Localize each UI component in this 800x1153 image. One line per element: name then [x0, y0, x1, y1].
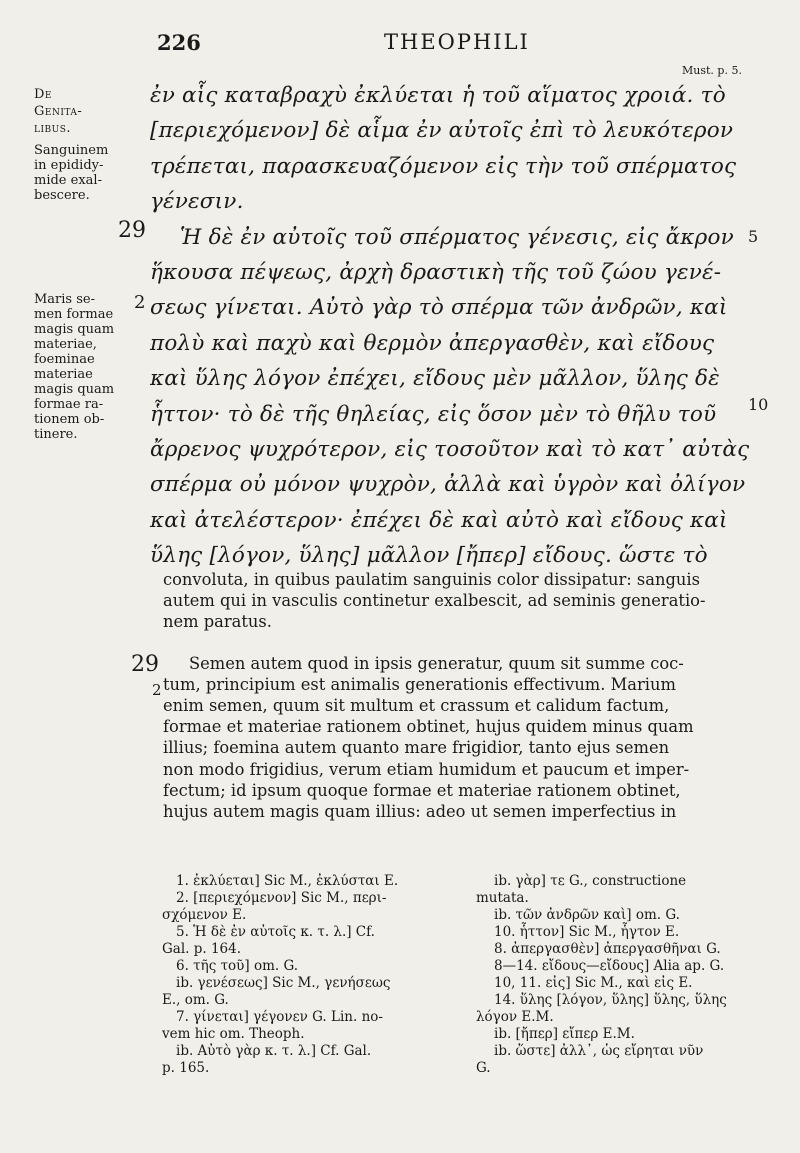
latin-section-number: 29: [131, 652, 159, 677]
footnote-line: ib. τῶν ἀνδρῶν καὶ] om. G.: [494, 907, 680, 923]
latin-line: illius; foemina autem quanto mare frigidior, tanto ejus semen: [163, 738, 670, 758]
greek-line: ἄρρενος ψυχρότερον, εἰς τοσοῦτον καὶ τὸ κατ᾽ αὐτὰς: [150, 436, 750, 462]
latin-line: nem paratus.: [163, 612, 272, 632]
greek-line-number-5: 5: [748, 227, 759, 246]
footnote-line: σχόμενον E.: [162, 907, 247, 923]
greek-section-number: 29: [118, 218, 146, 243]
footnote-line: 14. ὕλης [λόγον, ὕλης] ὕλης, ὕλης: [494, 992, 727, 1008]
latin-line: hujus autem magis quam illius: adeo ut semen imperfectius in: [163, 801, 677, 821]
greek-subsection-number: 2: [134, 292, 146, 313]
footnote-line: G.: [476, 1060, 491, 1076]
latin-line: formae et materiae rationem obtinet, hujus quidem minus quam: [163, 717, 694, 737]
sidenote-maris-semen: Maris se- men formae magis quam materiae, foeminae materiae magis quam formae ra- tionem ob- tinere.: [34, 292, 115, 442]
footnote-line: vem hic om. Theoph.: [162, 1026, 305, 1042]
greek-line: [περιεχόμενον] δὲ αἷμα ἐν αὐτοῖς ἐπὶ τὸ λευκότερον: [150, 118, 734, 144]
footnote-line: ib. ὥστε] ἀλλ᾽, ὡς εἴρηται νῦν: [494, 1043, 704, 1059]
footnote-line: ib. [ἤπερ] εἴπερ E.M.: [494, 1026, 635, 1042]
latin-line: Semen autem quod in ipsis generatur, quum sit summe coc-: [189, 653, 684, 673]
footnote-line: Gal. p. 164.: [162, 941, 242, 957]
latin-line: convoluta, in quibus paulatim sanguinis color dissipatur: sanguis: [163, 570, 700, 589]
footnote-line: 10. ἧττον] Sic M., ἧγτον E.: [494, 924, 680, 940]
footnote-line: 6. τῆς τοῦ] om. G.: [176, 958, 299, 974]
footnote-line: mutata.: [476, 890, 529, 906]
latin-line: non modo frigidius, verum etiam humidum et paucum et imper-: [163, 759, 690, 779]
latin-line: enim semen, quum sit multum et crassum et calidum factum,: [163, 695, 670, 715]
latin-line: fectum; id ipsum quoque formae et materiae rationem obtinet,: [163, 780, 681, 800]
greek-line: ἥκουσα πέψεως, ἀρχὴ δραστικὴ τῆς τοῦ ζώου γενέ-: [150, 259, 722, 285]
greek-line: ὕλης [λόγον, ὕλης] μᾶλλον [ἤπερ] εἴδους. ὥστε τὸ: [150, 543, 708, 569]
footnote-line: 2. [περιεχόμενον] Sic M., περι-: [176, 890, 387, 906]
sidenote-title: De Genita- libus.: [34, 87, 83, 136]
footnote-line: E., om. G.: [162, 992, 229, 1008]
latin-line: tum, principium est animalis generationis effectivum. Marium: [163, 674, 676, 694]
greek-line-number-10: 10: [748, 395, 769, 414]
footnote-line: p. 165.: [162, 1060, 210, 1076]
latin-translation: [163, 569, 763, 822]
footnote-line: 8—14. εἴδους—εἴδους] Alia ap. G.: [494, 958, 725, 974]
footnote-line: ib. γὰρ] τε G., constructione: [494, 873, 687, 889]
greek-line: Ἡ δὲ ἐν αὐτοῖς τοῦ σπέρματος γένεσις, εἰς ἄκρον: [180, 224, 734, 250]
greek-line: τρέπεται, παρασκευαζόμενον εἰς τὴν τοῦ σπέρματος: [150, 153, 737, 179]
footnote-line: 5. Ἡ δὲ ἐν αὐτοῖς κ. τ. λ.] Cf.: [176, 924, 375, 940]
latin-subsection-number: 2: [152, 681, 162, 699]
footnote-line: 7. γίνεται] γέγονεν G. Lin. no-: [176, 1009, 383, 1025]
latin-line: autem qui in vasculis continetur exalbescit, ad seminis generatio-: [163, 591, 706, 611]
footnote-line: 10, 11. εἰς] Sic M., καὶ εἰς E.: [494, 975, 693, 991]
footnotes-right-column: [476, 873, 776, 1077]
musurus-page-reference: Must. p. 5.: [682, 64, 742, 77]
footnote-line: 1. ἐκλύεται] Sic M., ἐκλύσται E.: [176, 873, 399, 889]
footnote-line: λόγον E.M.: [476, 1009, 554, 1025]
greek-line: καὶ ἀτελέστερον· ἐπέχει δὲ καὶ αὐτὸ καὶ εἴδους καὶ: [150, 507, 728, 533]
footnote-line: ib. Αὐτὸ γὰρ κ. τ. λ.] Cf. Gal.: [176, 1043, 372, 1059]
footnote-line: 8. ἀπεργασθὲν] ἀπεργασθῆναι G.: [494, 941, 721, 957]
greek-text: [150, 78, 770, 573]
running-head: THEOPHILI: [384, 30, 530, 54]
page-number: 226: [157, 30, 201, 55]
greek-line: ἧττον· τὸ δὲ τῆς θηλείας, εἰς ὅσον μὲν τὸ θῆλυ τοῦ: [150, 401, 717, 427]
greek-line: καὶ ὕλης λόγον ἐπέχει, εἴδους μὲν μᾶλλον, ὕλης δὲ: [150, 366, 720, 392]
footnote-line: ib. γενέσεως] Sic M., γενήσεως: [176, 975, 391, 991]
greek-line: ἐν αἷς καταβραχὺ ἐκλύεται ἡ τοῦ αἵματος χροιά. τὸ: [150, 83, 726, 108]
greek-line: γένεσιν.: [150, 189, 244, 215]
footnotes-left-column: [162, 873, 476, 1077]
sidenote-de-genitalibus: De Genita- libus. Sanguinem in epididy- mide exal- bescere.: [34, 87, 109, 203]
greek-line: σπέρμα οὐ μόνον ψυχρὸν, ἀλλὰ καὶ ὑγρὸν καὶ ὀλίγον: [150, 472, 746, 498]
greek-line: σεως γίνεται. Αὐτὸ γὰρ τὸ σπέρμα τῶν ἀνδρῶν, καὶ: [150, 295, 728, 321]
greek-line: πολὺ καὶ παχὺ καὶ θερμὸν ἀπεργασθὲν, καὶ εἴδους: [150, 330, 715, 356]
